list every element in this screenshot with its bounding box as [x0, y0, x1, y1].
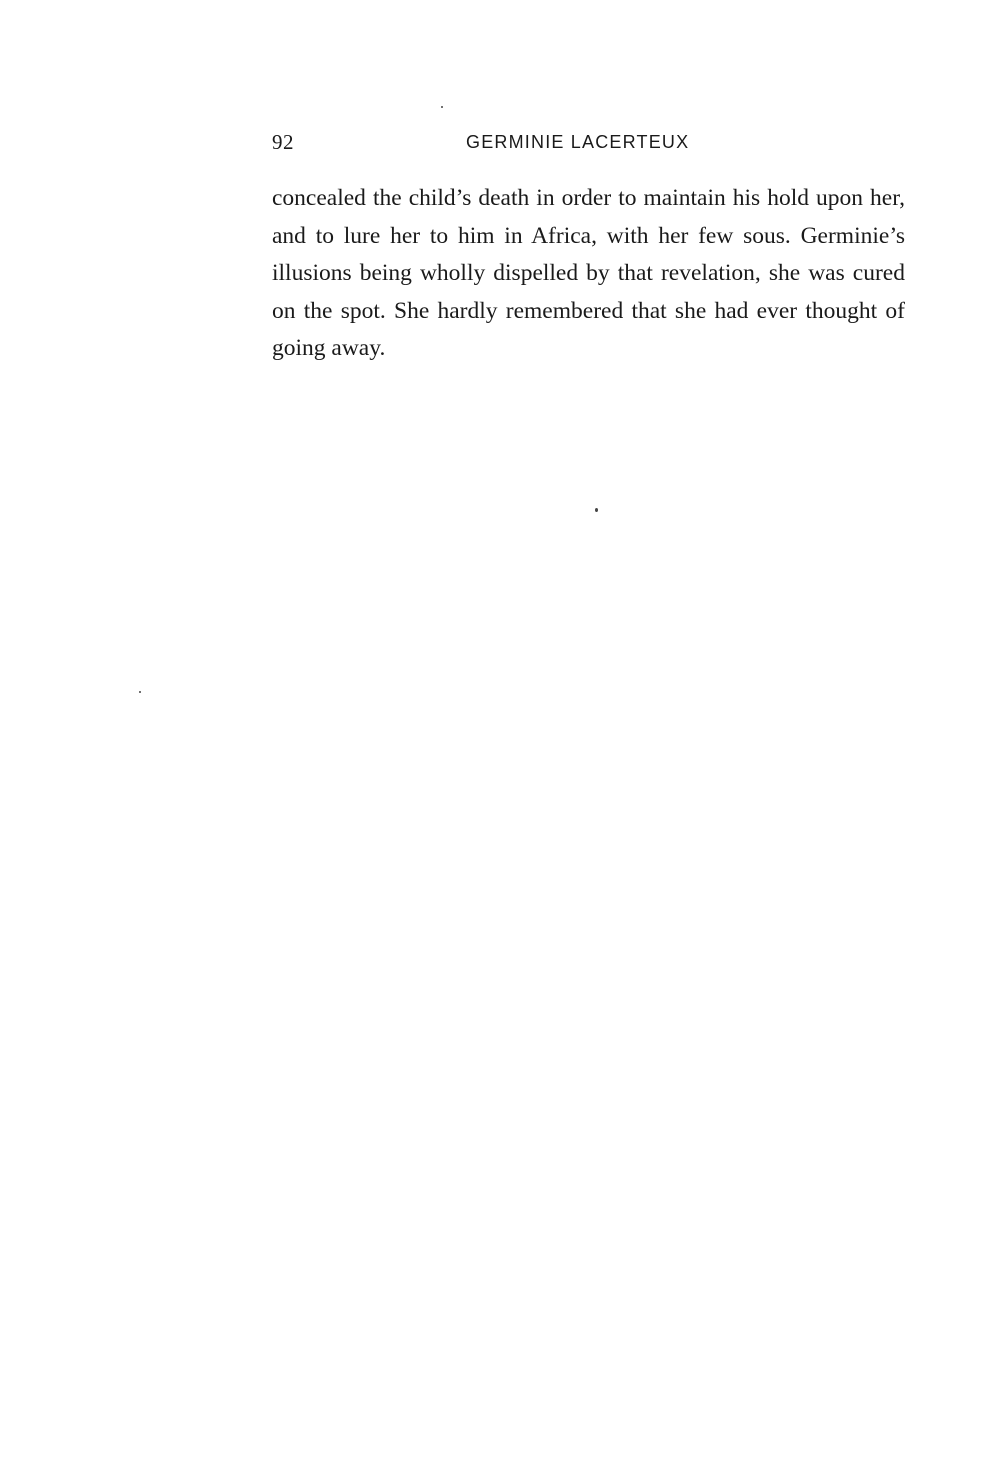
running-title: GERMINIE LACERTEUX: [466, 132, 690, 152]
scan-speck: [595, 508, 598, 512]
running-head: [272, 130, 904, 160]
body-paragraph: concealed the child’s death in order to maintain his hold upon her, and to lure her to him in Africa, with her few sous. Germinie’s illusions being wholly dispelled by that revelation, she was cured on the spot. She hardly remembered that she had ever thought of going away.: [272, 185, 905, 361]
scan-speck: [139, 691, 141, 693]
scan-speck: [441, 106, 443, 108]
page-number: 92: [272, 130, 294, 154]
